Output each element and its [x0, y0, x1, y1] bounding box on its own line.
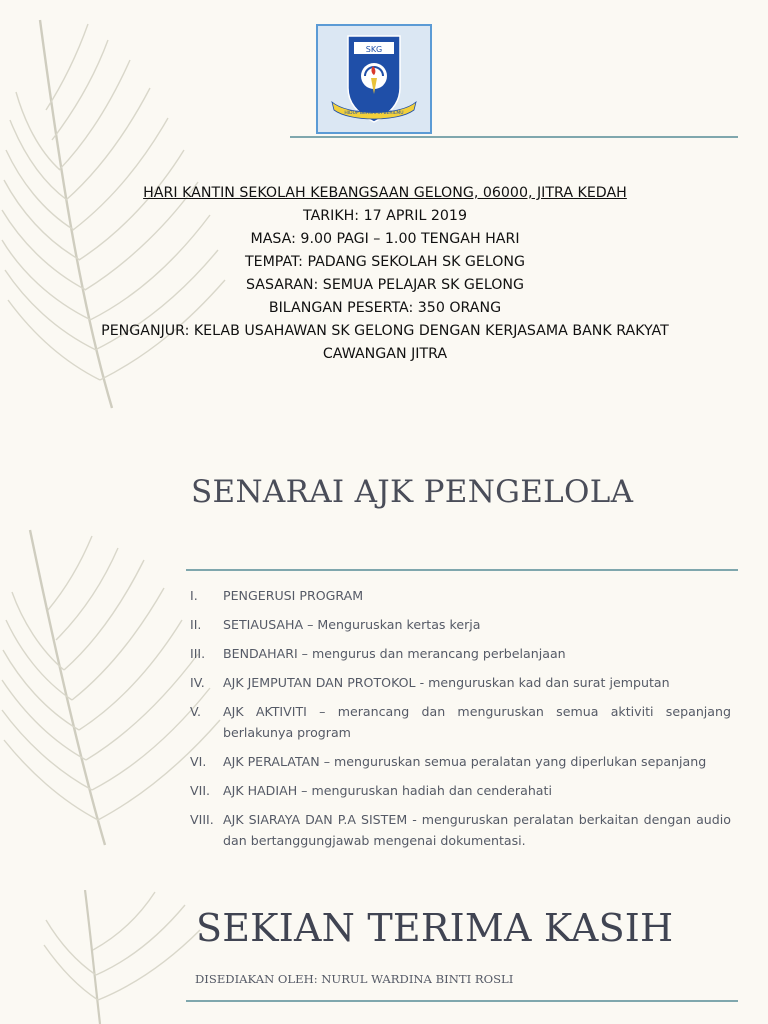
list-item: [190, 751, 731, 772]
item-number: V.: [190, 704, 201, 719]
event-venue: TEMPAT: PADANG SEKOLAH SK GELONG: [244, 254, 526, 270]
closing-title: SEKIAN TERIMA KASIH: [196, 906, 674, 950]
item-text: AJK AKTIVITI – merancang dan menguruskan semua aktiviti sepanjang berlakunya program: [223, 704, 731, 740]
event-heading: HARI KANTIN SEKOLAH KEBANGSAAN GELONG, 06000, JITRA KEDAH: [143, 185, 627, 201]
item-number: II.: [190, 617, 202, 632]
event-organizer: PENGANJUR: KELAB USAHAWAN SK GELONG DENGAN KERJASAMA BANK RAKYAT: [101, 323, 669, 339]
list-item: [190, 585, 731, 606]
school-logo: [316, 24, 432, 134]
logo-motto: HIDUP BERSAMA BERILMU: [344, 111, 404, 116]
list-item: [190, 809, 731, 851]
divider-top: [290, 136, 738, 138]
list-item: [190, 672, 731, 693]
event-date: TARIKH: 17 APRIL 2019: [303, 208, 467, 224]
item-text: SETIAUSAHA – Menguruskan kertas kerja: [223, 617, 481, 632]
prepared-by: DISEDIAKAN OLEH: NURUL WARDINA BINTI ROSLI: [195, 972, 514, 986]
item-text: BENDAHARI – mengurus dan merancang perbelanjaan: [223, 646, 566, 661]
list-item: [190, 643, 731, 664]
item-number: IV.: [190, 675, 205, 690]
item-number: III.: [190, 646, 206, 661]
item-number: VII.: [190, 783, 211, 798]
logo-top-text: SKG: [365, 45, 383, 54]
divider-bottom: [186, 1000, 738, 1002]
school-crest-icon: [318, 26, 430, 132]
event-participants: BILANGAN PESERTA: 350 ORANG: [268, 300, 502, 316]
item-text: AJK JEMPUTAN DAN PROTOKOL - menguruskan kad dan surat jemputan: [223, 675, 670, 690]
feather-decoration-bottom: [40, 890, 220, 1024]
item-text: AJK PERALATAN – menguruskan semua peralatan yang diperlukan sepanjang: [223, 754, 707, 769]
event-time: MASA: 9.00 PAGI – 1.00 TENGAH HARI: [250, 231, 520, 247]
event-organizer-cont: CAWANGAN JITRA: [322, 346, 448, 362]
item-number: I.: [190, 588, 198, 603]
committee-list: [190, 585, 731, 859]
list-item: [190, 780, 731, 801]
event-details: [40, 182, 730, 366]
item-number: VIII.: [190, 812, 214, 827]
list-item: [190, 701, 731, 743]
divider-committee: [186, 569, 738, 571]
event-target: SASARAN: SEMUA PELAJAR SK GELONG: [245, 277, 525, 293]
list-item: [190, 614, 731, 635]
committee-title: SENARAI AJK PENGELOLA: [191, 474, 634, 510]
item-text: PENGERUSI PROGRAM: [223, 588, 364, 603]
item-text: AJK HADIAH – menguruskan hadiah dan cenderahati: [223, 783, 552, 798]
item-text: AJK SIARAYA DAN P.A SISTEM - menguruskan peralatan berkaitan dengan audio dan bertanggungjawab mengenai dokumentasi.: [223, 812, 731, 848]
item-number: VI.: [190, 754, 207, 769]
